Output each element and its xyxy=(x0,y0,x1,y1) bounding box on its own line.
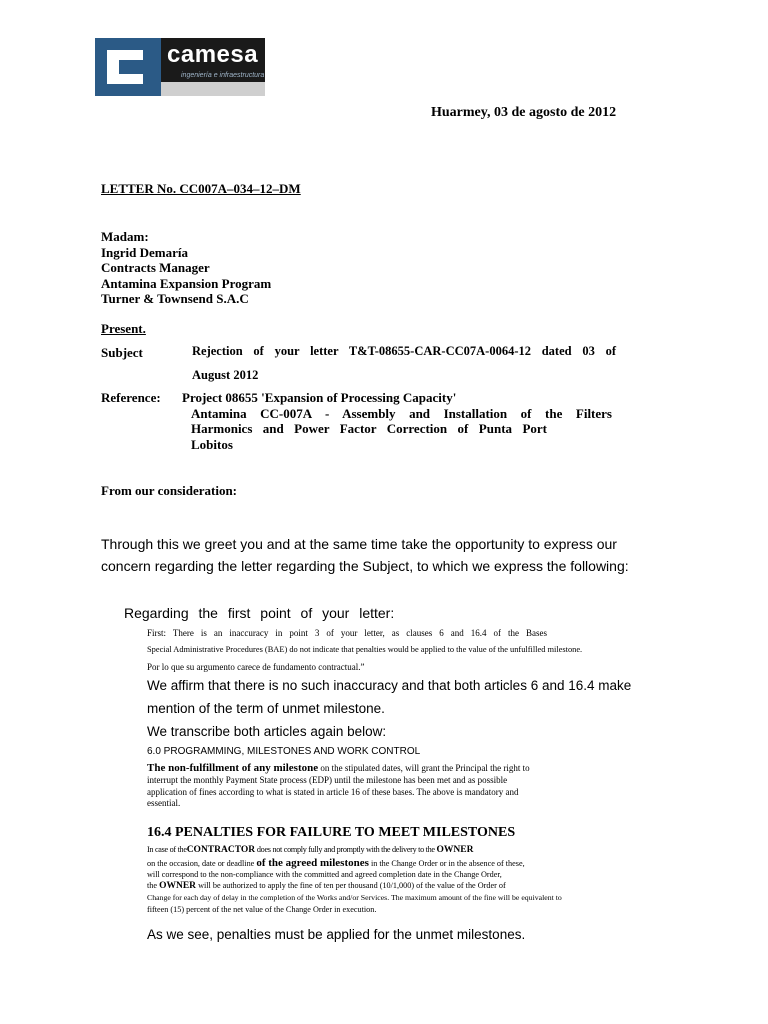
present-line: Present. xyxy=(101,321,146,336)
affirm-line-1: We affirm that there is no such inaccuracy and that both articles 6 and 16.4 make xyxy=(147,678,632,693)
consideration-line: From our consideration: xyxy=(101,483,238,498)
logo-mark xyxy=(95,38,161,96)
section-16-4-line-1 xyxy=(147,845,473,855)
addressee-program: Antamina Expansion Program xyxy=(101,275,272,291)
intro-line-2: concern regarding the letter regarding the Subject, to which we express the following: xyxy=(101,558,629,574)
section-16-4-line-5: Change for each day of delay in the completion of the Works and/or Services. The maximum amount of the fine will be equivalent to xyxy=(147,893,562,902)
section-16-4-line-6: fifteen (15) percent of the net value of the Change Order in execution. xyxy=(147,905,377,914)
section-6-line-1 xyxy=(147,762,530,774)
logo-tagline: ingeniería e infraestructura xyxy=(181,72,265,79)
addressee-name: Ingrid Demaría xyxy=(101,244,189,260)
addressee-block xyxy=(101,229,271,307)
subject-line-1: Rejection of your letter T&T-08655-CAR-CC07A-0064-12 dated 03 of xyxy=(192,344,616,358)
s16-l4-c: will be authorized to apply the fine of ten per thousand (10/1,000) of the value of the Order of xyxy=(196,881,506,890)
s16-l2-a: on the occasion, date or deadline xyxy=(147,859,257,868)
s16-agreed-milestones: of the agreed milestones xyxy=(256,857,369,869)
s16-contractor: CONTRACTOR xyxy=(186,845,256,855)
section-6-line-2: interrupt the monthly Payment State process (EDP) until the milestone has been met and as possible xyxy=(147,775,508,785)
reference-label: Reference: xyxy=(101,390,161,405)
section-16-4-line-2 xyxy=(147,857,525,869)
s16-owner-2: OWNER xyxy=(159,881,197,891)
affirm-line-3: We transcribe both articles again below: xyxy=(147,724,387,739)
section-6-line-1-rest: on the stipulated dates, will grant the Principal the right to xyxy=(318,763,530,773)
reference-line-1: Project 08655 'Expansion of Processing Capacity' xyxy=(182,390,457,405)
company-logo xyxy=(95,38,265,96)
letter-number: LETTER No. CC007A–034–12–DM xyxy=(101,181,301,196)
regarding-line: Regarding the first point of your letter: xyxy=(124,605,395,621)
section-6-line-4: essential. xyxy=(147,798,181,808)
s16-l1-a: In case of the xyxy=(147,845,187,854)
section-6-bold-lead: The non-fulfillment of any milestone xyxy=(147,762,319,774)
subject-label: Subject xyxy=(101,345,143,360)
salutation: Madam: xyxy=(101,229,149,244)
s16-owner-1: OWNER xyxy=(436,845,474,855)
quote-line-2: Special Administrative Procedures (BAE) do not indicate that penalties would be applied to the value of the unfulfilled milestone. xyxy=(147,645,583,654)
s16-l4-a: the xyxy=(147,881,160,890)
date-line: Huarmey, 03 de agosto de 2012 xyxy=(431,105,617,120)
reference-line-2: Antamina CC-007A - Assembly and Installation of the Filters xyxy=(191,406,612,421)
subject-line-2: August 2012 xyxy=(192,368,259,382)
quote-line-1: First: There is an inaccuracy in point 3 of your letter, as clauses 6 and 16.4 of the Bases xyxy=(147,628,547,638)
quote-line-3: Por lo que su argumento carece de fundamento contractual.” xyxy=(147,662,365,672)
section-6-heading: 6.0 PROGRAMMING, MILESTONES AND WORK CONTROL xyxy=(147,746,421,757)
intro-line-1: Through this we greet you and at the same time take the opportunity to express our xyxy=(101,536,617,552)
section-16-4-line-4 xyxy=(147,881,506,891)
s16-l2-c: in the Change Order or in the absence of these, xyxy=(368,859,525,868)
reference-line-4: Lobitos xyxy=(191,437,233,452)
section-6-line-3: application of fines according to what is stated in article 16 of these bases. The above is mandatory and xyxy=(147,787,519,797)
logo-wordmark: camesa xyxy=(167,41,259,68)
reference-line-3: Harmonics and Power Factor Correction of Punta Port xyxy=(191,421,547,436)
section-16-4-heading: 16.4 PENALTIES FOR FAILURE TO MEET MILESTONES xyxy=(147,825,516,840)
closing-line: As we see, penalties must be applied for the unmet milestones. xyxy=(147,927,526,942)
section-16-4-line-3: will correspond to the non-compliance with the committed and agreed completion date in the Change Order, xyxy=(147,870,502,879)
addressee-title: Contracts Manager xyxy=(101,260,210,275)
affirm-line-2: mention of the term of unmet milestone. xyxy=(147,701,385,716)
logo-band xyxy=(161,82,265,96)
s16-l1-c: does not comply fully and promptly with the delivery to the xyxy=(255,845,437,854)
addressee-company: Turner & Townsend S.A.C xyxy=(101,291,249,306)
logo-c-icon xyxy=(105,46,145,88)
